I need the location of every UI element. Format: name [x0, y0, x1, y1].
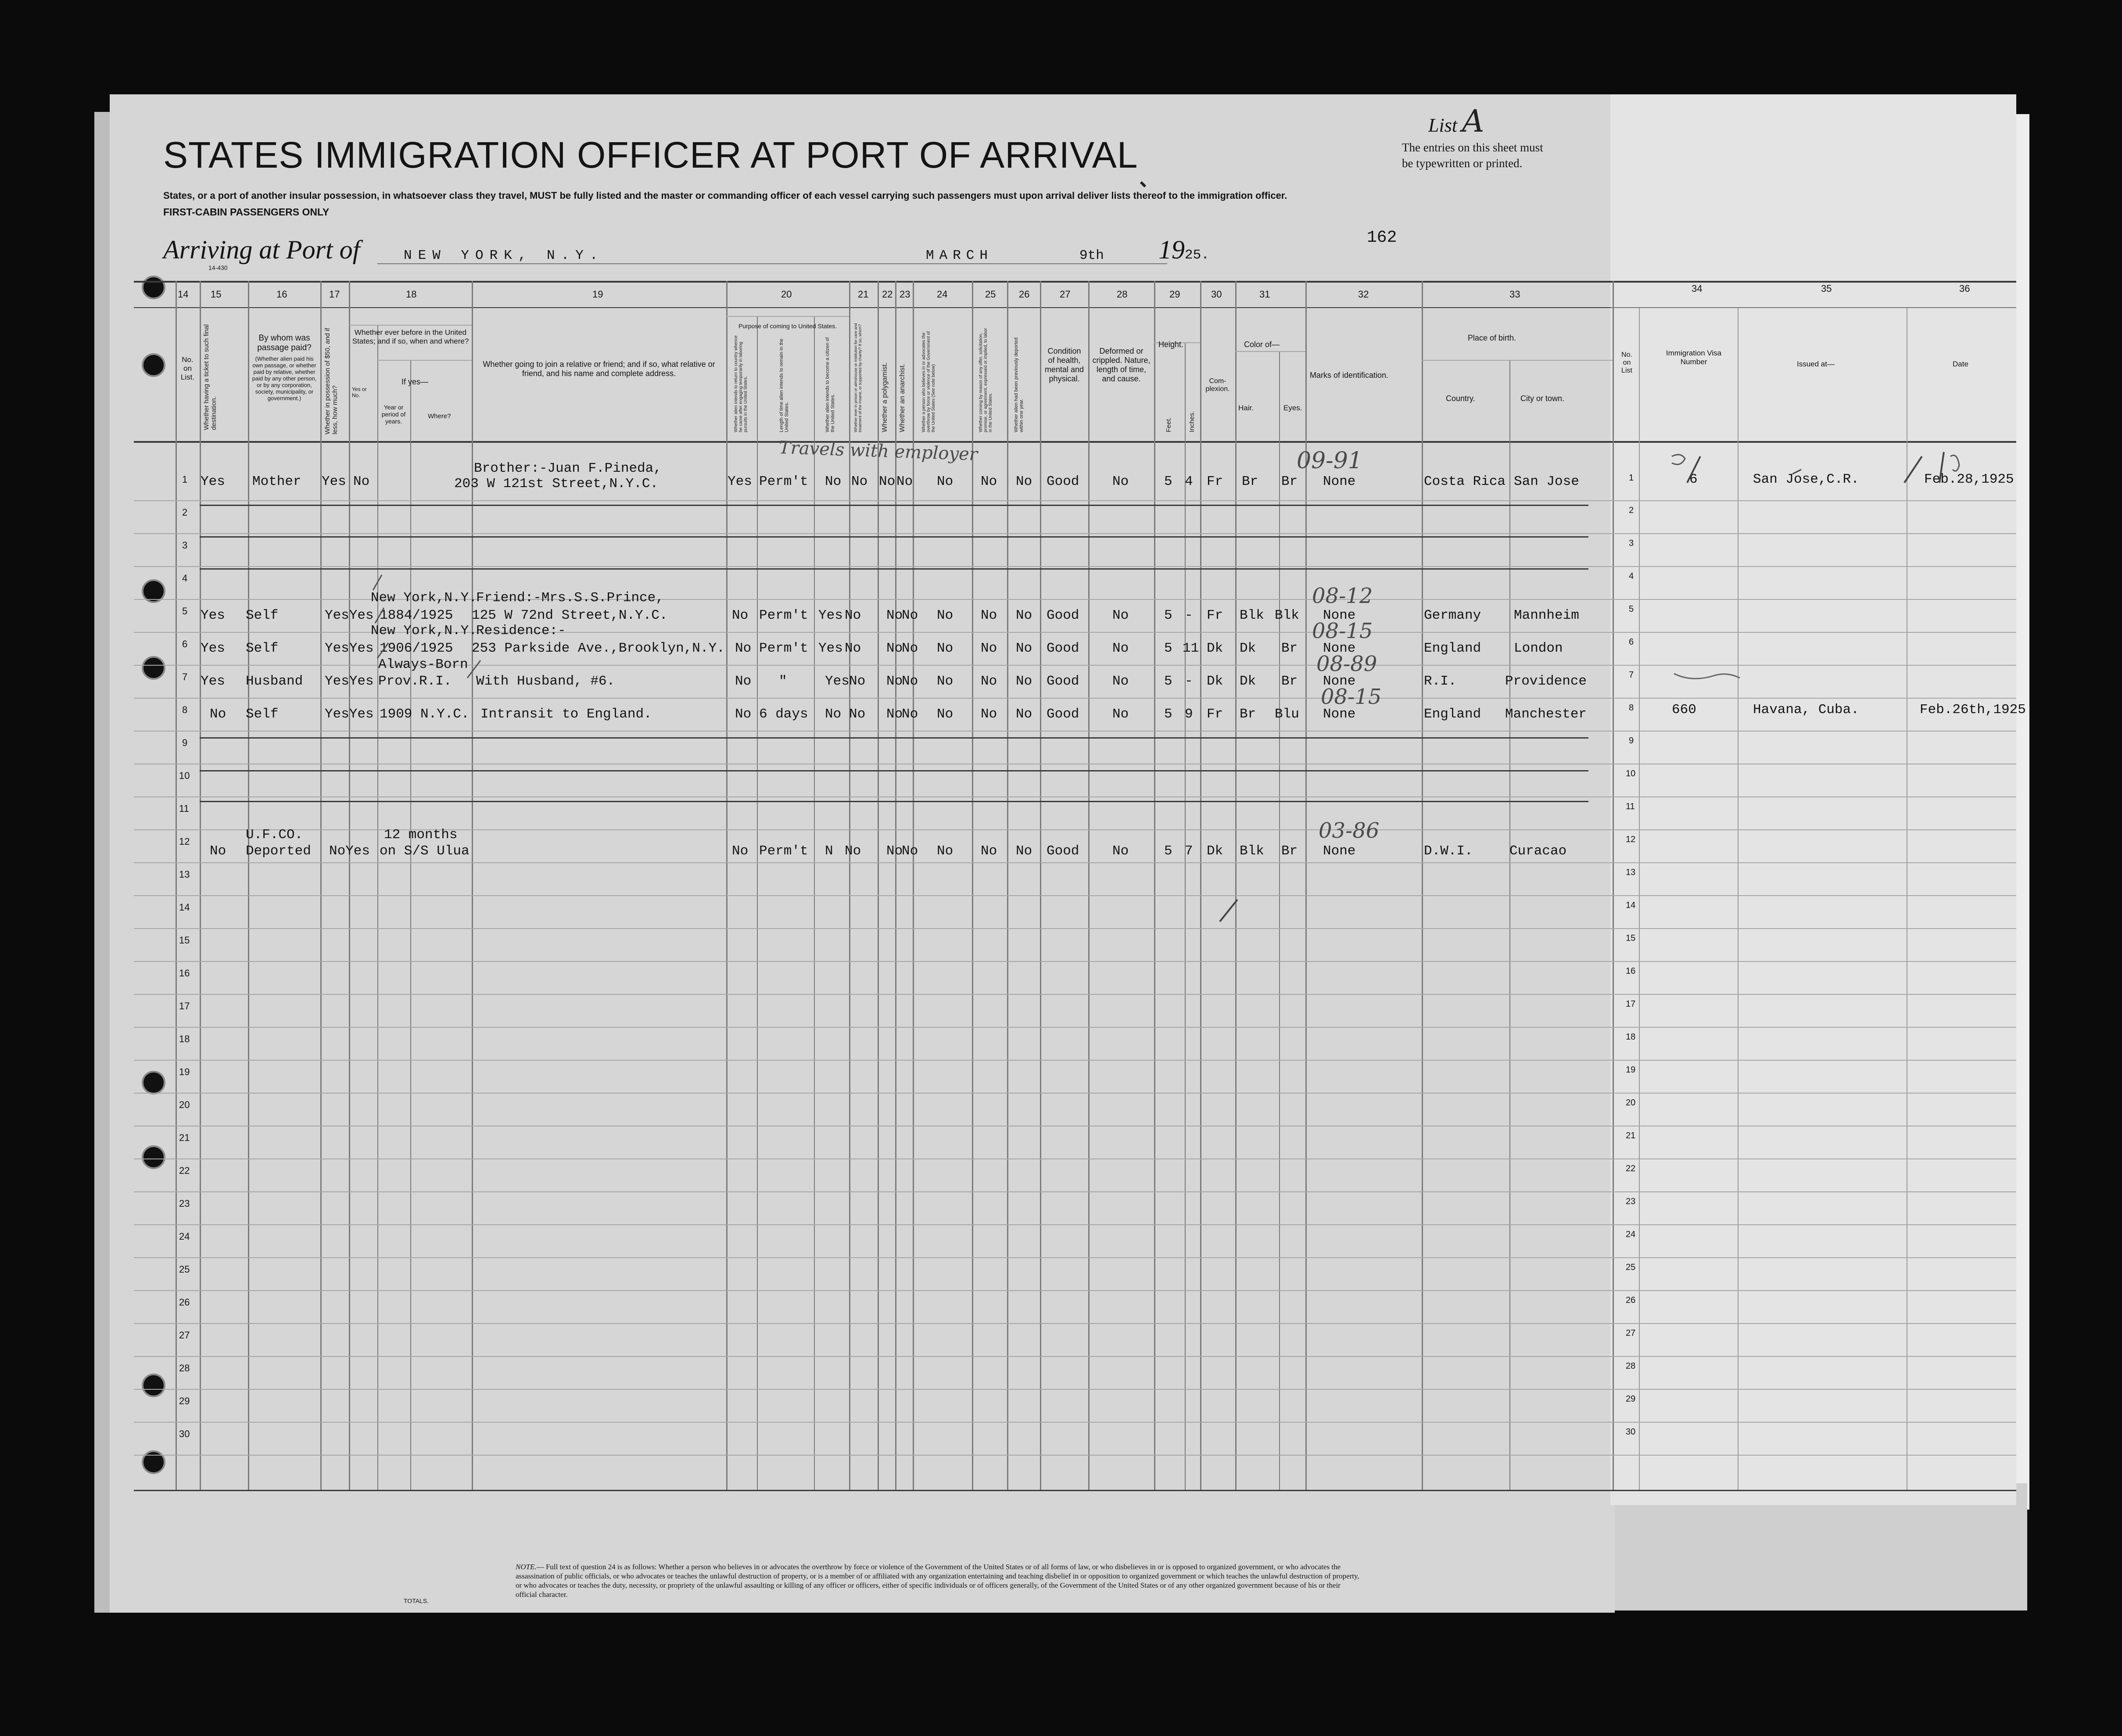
sheet-number: 162: [1367, 228, 1397, 247]
header-color-of: Color of—: [1244, 340, 1280, 349]
header-length: Length of time alien intends to remain in the United States.: [779, 338, 789, 432]
header-purpose: Purpose of coming to United States.: [738, 323, 837, 330]
entries-note: The entries on this sheet must be typewritten or printed.: [1402, 141, 1543, 170]
header-fifty-dollars: Whether in possession of $50, and if less, how much?: [324, 328, 339, 434]
header-yes-no: Yes or No.: [352, 386, 367, 398]
header-year: Year or period of years.: [381, 404, 406, 425]
header-anarchist: Whether an anarchist.: [899, 363, 906, 432]
header-passage-paid: By whom was passage paid? (Whether alien paid his own passage, or whether paid by relative, whether paid by any other person, or by any corporation, society, municipality, or government.): [252, 334, 317, 402]
header-ticket: Whether having a ticket to such final destination.: [203, 324, 218, 430]
header-q24: Whether a person who believes in or advocates the overthrow by force or violence of the Government of the United States (See note below): [921, 331, 936, 432]
header-ever-before: Whether ever before in the United States; and if so, when and where?: [352, 328, 469, 345]
header-visa-number: Immigration Visa Number: [1666, 349, 1722, 366]
header-hair: Hair.: [1238, 404, 1254, 412]
month-value: MARCH: [926, 248, 993, 263]
header-if-yes: If yes—: [401, 377, 429, 386]
header-q26: Whether alien had been previously deported within one year.: [1014, 337, 1024, 432]
header-citizen: Whether alien intends to become a citizen of the United States.: [825, 337, 835, 432]
header-join-relative: Whether going to join a relative or friend; and if so, what relative or friend, and his name and complete address.: [483, 360, 715, 378]
header-marks: Marks of identification.: [1310, 371, 1389, 380]
day-value: 9th: [1079, 248, 1104, 263]
form-code: 14-430: [208, 264, 228, 271]
port-value: NEW YORK, N.Y.: [404, 248, 604, 263]
header-no-on-list: No. on List.: [180, 355, 195, 381]
page-title: STATES IMMIGRATION OFFICER AT PORT OF ARRIVAL: [163, 134, 1138, 176]
header-country: Country.: [1446, 394, 1475, 403]
header-issued-at: Issued at—: [1797, 360, 1835, 368]
header-place-of-birth: Place of birth.: [1468, 334, 1516, 342]
year-value: 1925.: [1158, 235, 1209, 264]
header-eyes: Eyes.: [1283, 404, 1302, 412]
footnote: NOTE.— Full text of question 24 is as follows: Whether a person who believes in or advocates the overthrow by force or violence of the Government of the United States or of all forms of law, or who disbelieves in or is opposed to organized government, or who advocates the assassination of public officials, or who advocates or teaches the unlawful destruction of property, or is a member of or affiliated with any organization entertaining and teaching disbelief in or opposition to organized government or which teaches the unlawful destruction of property, or who advocates or teaches the duty, necessity, or propriety of the unlawful assaulting or killing of any officer or officers, either of specific individuals or of officers generally, of the Government of the United States or of any other organized government because of his or their official character.: [516, 1563, 1359, 1599]
header-height: Height.: [1158, 340, 1184, 349]
list-letter: A: [1462, 103, 1484, 139]
header-date: Date: [1953, 360, 1968, 368]
header-prison: Whether ever in prison or almshouse or institution for care and treatment of the insane, or supported by charity? If so, which?: [853, 323, 862, 432]
header-right-no: No. on List: [1621, 351, 1632, 374]
arriving-label: Arriving at Port of: [163, 235, 360, 264]
header-return: Whether alien intends to return to country whence he came after engaging temporarily in laboring pursuits in the United States.: [734, 335, 748, 432]
header-inches: Inches.: [1188, 411, 1196, 432]
header-deformed: Deformed or crippled. Nature, length of time, and cause.: [1092, 347, 1151, 383]
header-where: Where?: [428, 412, 451, 420]
totals-label: TOTALS.: [404, 1597, 429, 1604]
header-complexion: Com-plexion.: [1205, 377, 1230, 393]
instruction-text: States, or a port of another insular possession, in whatsoever class they travel, MUST be fully listed and the master or commanding officer of each vessel carrying such passengers must upon arrival deliver lists thereof to the immigration officer.: [163, 190, 1287, 201]
header-city: City or town.: [1520, 394, 1565, 403]
list-label: List A: [1428, 103, 1484, 139]
header-q25: Whether coming by reason of any offer, solicitation, promise, or agreement, expressed or implied, to labor in the United States.: [979, 328, 993, 432]
header-feet: Feet.: [1165, 417, 1172, 432]
header-health: Condition of health, mental and physical.: [1044, 347, 1084, 383]
class-label: FIRST-CABIN PASSENGERS ONLY: [163, 206, 330, 218]
header-polygamist: Whether a polygamist.: [881, 362, 889, 432]
